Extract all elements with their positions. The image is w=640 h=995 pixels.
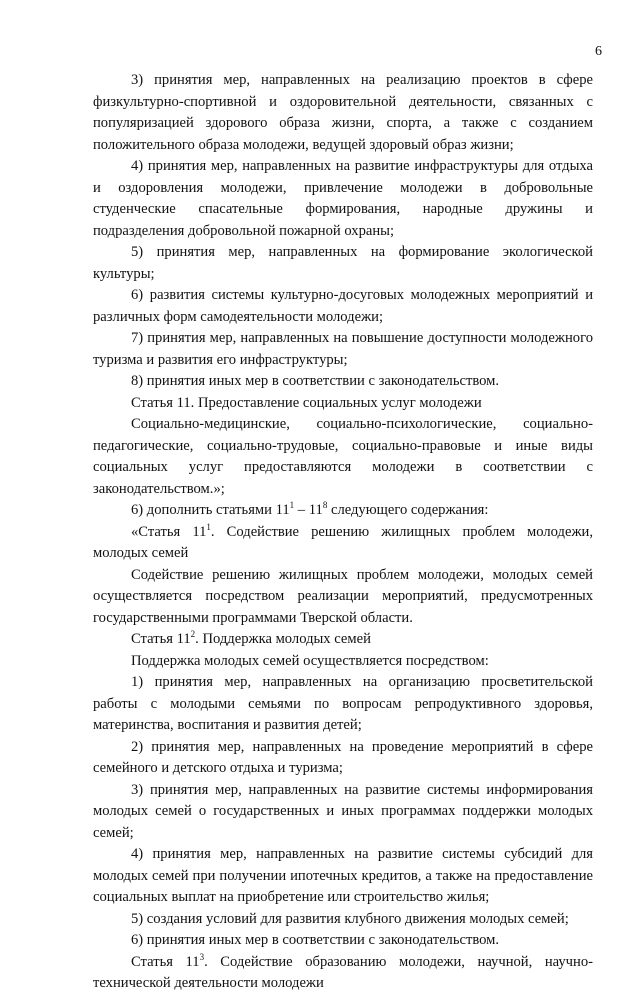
heading-text-b: . Содействие решению жилищных проблем молодежи, молодых семей [93,523,593,561]
list-item-6: 6) развития системы культурно-досуговых молодежных мероприятий и различных форм самодеятельности молодежи; [93,287,593,325]
article-11-1-text: Содействие решению жилищных проблем молодежи, молодых семей осуществляется посредством реализации мероприятий, предусмотренных государственными программами Тверской области. [93,566,593,626]
amendment-text-b: – 11 [294,502,323,518]
list-item-8: 8) принятия иных мер в соответствии с законодательством. [131,373,500,389]
superscript: 3 [199,951,205,962]
list-item-7: 7) принятия мер, направленных на повышение доступности молодежного туризма и развития его инфраструктуры; [93,330,593,368]
document-body [93,70,593,995]
article-11-3-heading [93,952,593,995]
support-item-1: 1) принятия мер, направленных на организацию просветительской работы с молодыми семьями по вопросам репродуктивного здоровья, материнства, воспитания и развития детей; [93,674,593,733]
article-11-2-heading [93,629,593,651]
article-11-1-heading [93,522,593,565]
list-item-3: 3) принятия мер, направленных на реализацию проектов в сфере физкультурно-спортивной и оздоровительной деятельности, связанных с популяризацией здорового образа жизни, спорта, а также с созданием положительного образа молодежи, ведущей здоровый образ жизни; [93,72,593,153]
article-11-text: Социально-медицинские, социально-психологические, социально-педагогические, социально-трудовые, социально-правовые и иные виды социальных услуг предоставляются молодежи в соответствии с законодательством.»; [93,416,593,497]
amendment-item-6 [93,500,593,522]
heading-text-b: . Поддержка молодых семей [195,631,371,647]
support-item-4: 4) принятия мер, направленных на развитие системы субсидий для молодых семей при получении ипотечных кредитов, а также на предоставление социальных выплат на приобретение или строительство жилья; [93,846,593,905]
article-11-2-intro: Поддержка молодых семей осуществляется посредством: [131,652,489,669]
support-item-2: 2) принятия мер, направленных на проведение мероприятий в сфере семейного и детского отдыха и туризма; [93,738,593,776]
superscript: 1 [289,500,295,510]
heading-text-a: Статья 11 [131,631,191,647]
amendment-text-a: 6) дополнить статьями 11 [131,502,290,518]
page-number: 6 [595,44,602,59]
amendment-text-c: следующего содержания: [327,502,489,518]
support-item-3: 3) принятия мер, направленных на развитие системы информирования молодых семей о государственных и иных программах поддержки молодых семей; [93,781,593,841]
article-11-heading: Статья 11. Предоставление социальных услуг молодежи [131,394,482,411]
superscript: 8 [322,500,328,510]
list-item-5: 5) принятия мер, направленных на формирование экологической культуры; [93,244,593,282]
heading-text-a: Статья 11 [131,953,200,970]
support-item-5: 5) создания условий для развития клубного движения молодых семей; [131,910,569,927]
heading-text-b: . Содействие образованию молодежи, научной, научно-технической деятельности молодежи [93,953,593,991]
superscript: 1 [206,521,211,532]
superscript: 2 [190,629,196,639]
heading-text-a: «Статья 11 [131,523,207,540]
list-item-4: 4) принятия мер, направленных на развитие инфраструктуры для отдыха и оздоровления молодежи, привлечение молодежи в добровольные студенческие спасательные формирования, народные дружины и подразделения добровольной пожарной охраны; [93,158,593,239]
support-item-6: 6) принятия иных мер в соответствии с законодательством. [131,932,500,948]
